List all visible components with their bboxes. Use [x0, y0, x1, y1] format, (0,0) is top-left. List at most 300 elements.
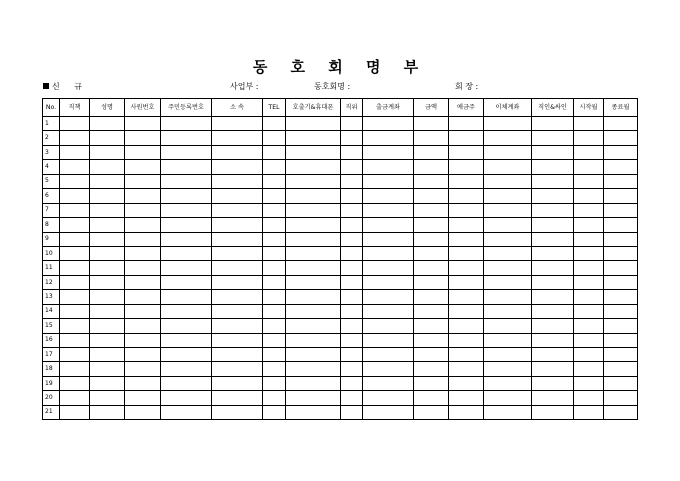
table-cell	[125, 203, 161, 217]
table-cell	[363, 174, 414, 188]
table-cell	[414, 290, 449, 304]
table-row	[43, 348, 638, 362]
table-cell	[341, 275, 363, 289]
table-cell	[484, 145, 532, 159]
table-cell	[341, 232, 363, 246]
table-cell	[60, 348, 90, 362]
table-cell	[449, 333, 484, 347]
table-cell	[90, 333, 125, 347]
table-cell	[449, 405, 484, 419]
table-cell	[574, 232, 604, 246]
table-cell	[90, 189, 125, 203]
table-cell	[60, 391, 90, 405]
table-cell	[604, 131, 638, 145]
table-cell	[574, 246, 604, 260]
table-cell	[574, 348, 604, 362]
table-cell	[125, 174, 161, 188]
table-cell	[60, 218, 90, 232]
table-cell	[341, 218, 363, 232]
table-cell	[161, 391, 212, 405]
table-cell	[532, 362, 574, 376]
table-cell	[414, 275, 449, 289]
table-cell	[212, 261, 263, 275]
table-cell	[363, 261, 414, 275]
table-cell	[341, 203, 363, 217]
table-cell	[604, 232, 638, 246]
table-cell	[484, 189, 532, 203]
table-cell	[484, 232, 532, 246]
table-cell	[574, 131, 604, 145]
row-number: 3	[43, 145, 60, 159]
column-header: 사원번호	[125, 99, 161, 117]
table-cell	[161, 232, 212, 246]
table-cell	[414, 189, 449, 203]
table-cell	[574, 304, 604, 318]
table-cell	[341, 174, 363, 188]
table-cell	[363, 362, 414, 376]
table-cell	[341, 391, 363, 405]
column-header: 종료월	[604, 99, 638, 117]
table-cell	[60, 376, 90, 390]
table-cell	[90, 117, 125, 131]
column-header: 이체계좌	[484, 99, 532, 117]
row-number: 15	[43, 319, 60, 333]
table-cell	[604, 290, 638, 304]
table-cell	[212, 348, 263, 362]
table-cell	[449, 290, 484, 304]
table-cell	[161, 319, 212, 333]
table-cell	[125, 319, 161, 333]
table-cell	[212, 319, 263, 333]
table-cell	[574, 376, 604, 390]
table-cell	[449, 275, 484, 289]
table-cell	[532, 117, 574, 131]
table-cell	[212, 362, 263, 376]
square-bullet-icon	[43, 83, 49, 89]
table-cell	[532, 348, 574, 362]
table-cell	[604, 160, 638, 174]
table-cell	[212, 304, 263, 318]
table-cell	[414, 319, 449, 333]
table-body	[43, 117, 638, 420]
table-cell	[60, 290, 90, 304]
table-cell	[263, 304, 286, 318]
column-header: 시작월	[574, 99, 604, 117]
table-cell	[449, 117, 484, 131]
table-cell	[161, 304, 212, 318]
table-cell	[574, 319, 604, 333]
column-header: 금액	[414, 99, 449, 117]
table-cell	[161, 174, 212, 188]
table-cell	[532, 160, 574, 174]
table-cell	[161, 362, 212, 376]
table-cell	[341, 261, 363, 275]
table-cell	[484, 218, 532, 232]
table-cell	[161, 275, 212, 289]
table-cell	[263, 391, 286, 405]
table-cell	[60, 160, 90, 174]
table-cell	[286, 218, 341, 232]
table-cell	[449, 189, 484, 203]
table-cell	[363, 131, 414, 145]
table-cell	[363, 145, 414, 159]
row-number: 14	[43, 304, 60, 318]
table-row	[43, 203, 638, 217]
table-cell	[90, 275, 125, 289]
table-cell	[161, 160, 212, 174]
table-cell	[286, 290, 341, 304]
table-cell	[341, 304, 363, 318]
table-cell	[125, 261, 161, 275]
table-cell	[484, 290, 532, 304]
table-row	[43, 333, 638, 347]
table-cell	[263, 160, 286, 174]
table-row	[43, 218, 638, 232]
member-table	[42, 98, 638, 420]
table-cell	[532, 246, 574, 260]
table-cell	[90, 290, 125, 304]
table-cell	[532, 290, 574, 304]
table-cell	[532, 218, 574, 232]
table-cell	[212, 117, 263, 131]
table-cell	[60, 275, 90, 289]
table-cell	[484, 333, 532, 347]
table-cell	[125, 405, 161, 419]
table-row	[43, 189, 638, 203]
table-row	[43, 319, 638, 333]
table-cell	[414, 160, 449, 174]
table-cell	[532, 391, 574, 405]
table-cell	[532, 405, 574, 419]
table-cell	[532, 261, 574, 275]
table-cell	[341, 131, 363, 145]
table-cell	[414, 246, 449, 260]
row-number: 19	[43, 376, 60, 390]
table-cell	[125, 362, 161, 376]
table-cell	[60, 319, 90, 333]
table-cell	[341, 405, 363, 419]
row-number: 12	[43, 275, 60, 289]
table-cell	[574, 391, 604, 405]
table-cell	[341, 189, 363, 203]
table-cell	[532, 376, 574, 390]
table-cell	[604, 174, 638, 188]
row-number: 20	[43, 391, 60, 405]
table-cell	[60, 246, 90, 260]
table-cell	[414, 376, 449, 390]
table-cell	[161, 117, 212, 131]
table-cell	[90, 174, 125, 188]
row-number: 6	[43, 189, 60, 203]
table-cell	[286, 160, 341, 174]
table-cell	[286, 145, 341, 159]
table-cell	[286, 304, 341, 318]
row-number: 13	[43, 290, 60, 304]
table-cell	[532, 145, 574, 159]
table-cell	[90, 348, 125, 362]
table-cell	[604, 348, 638, 362]
row-number: 1	[43, 117, 60, 131]
table-cell	[90, 160, 125, 174]
table-cell	[449, 218, 484, 232]
table-cell	[263, 376, 286, 390]
table-cell	[604, 189, 638, 203]
table-cell	[60, 174, 90, 188]
table-cell	[60, 131, 90, 145]
table-row	[43, 275, 638, 289]
table-cell	[532, 189, 574, 203]
president-label: 회 장 :	[455, 82, 479, 91]
table-cell	[286, 319, 341, 333]
table-cell	[90, 304, 125, 318]
table-cell	[574, 362, 604, 376]
table-cell	[90, 362, 125, 376]
column-header: TEL	[263, 99, 286, 117]
table-cell	[484, 203, 532, 217]
table-cell	[90, 405, 125, 419]
table-cell	[363, 391, 414, 405]
table-cell	[212, 275, 263, 289]
table-cell	[60, 117, 90, 131]
table-cell	[574, 333, 604, 347]
table-cell	[90, 218, 125, 232]
table-cell	[60, 333, 90, 347]
table-cell	[263, 261, 286, 275]
table-cell	[60, 304, 90, 318]
table-cell	[263, 203, 286, 217]
table-cell	[125, 275, 161, 289]
table-cell	[574, 203, 604, 217]
table-cell	[286, 246, 341, 260]
table-cell	[604, 117, 638, 131]
table-cell	[363, 333, 414, 347]
table-cell	[604, 319, 638, 333]
table-row	[43, 160, 638, 174]
table-cell	[125, 348, 161, 362]
table-cell	[484, 304, 532, 318]
table-cell	[341, 376, 363, 390]
table-cell	[363, 304, 414, 318]
row-number: 10	[43, 246, 60, 260]
table-cell	[363, 246, 414, 260]
table-cell	[574, 218, 604, 232]
table-cell	[161, 189, 212, 203]
table-cell	[212, 131, 263, 145]
table-cell	[90, 131, 125, 145]
table-cell	[532, 232, 574, 246]
table-cell	[414, 218, 449, 232]
table-cell	[212, 290, 263, 304]
table-cell	[125, 131, 161, 145]
table-cell	[532, 319, 574, 333]
table-cell	[414, 333, 449, 347]
table-cell	[341, 333, 363, 347]
table-cell	[449, 362, 484, 376]
table-cell	[60, 362, 90, 376]
table-cell	[212, 174, 263, 188]
table-cell	[286, 348, 341, 362]
header-row	[43, 99, 638, 117]
table-cell	[212, 246, 263, 260]
table-cell	[574, 405, 604, 419]
table-cell	[263, 362, 286, 376]
table-cell	[263, 333, 286, 347]
table-cell	[212, 160, 263, 174]
table-cell	[414, 261, 449, 275]
table-cell	[60, 405, 90, 419]
table-cell	[161, 218, 212, 232]
table-cell	[90, 145, 125, 159]
table-cell	[212, 376, 263, 390]
table-cell	[60, 203, 90, 217]
table-row	[43, 391, 638, 405]
table-cell	[161, 290, 212, 304]
table-cell	[363, 160, 414, 174]
table-cell	[263, 131, 286, 145]
table-cell	[574, 275, 604, 289]
row-number: 17	[43, 348, 60, 362]
table-cell	[363, 319, 414, 333]
table-cell	[574, 261, 604, 275]
table-cell	[286, 189, 341, 203]
table-cell	[125, 117, 161, 131]
table-cell	[414, 203, 449, 217]
table-cell	[90, 261, 125, 275]
row-number: 11	[43, 261, 60, 275]
column-header: 출금계좌	[363, 99, 414, 117]
table-cell	[363, 203, 414, 217]
table-cell	[286, 203, 341, 217]
table-cell	[363, 189, 414, 203]
table-cell	[574, 145, 604, 159]
table-cell	[604, 304, 638, 318]
table-cell	[532, 131, 574, 145]
table-cell	[125, 218, 161, 232]
table-cell	[449, 131, 484, 145]
table-row	[43, 290, 638, 304]
table-cell	[286, 261, 341, 275]
table-cell	[574, 189, 604, 203]
table-cell	[263, 290, 286, 304]
row-number: 2	[43, 131, 60, 145]
table-cell	[161, 376, 212, 390]
table-cell	[449, 160, 484, 174]
table-cell	[363, 232, 414, 246]
table-row	[43, 362, 638, 376]
table-cell	[604, 333, 638, 347]
table-cell	[449, 145, 484, 159]
table-cell	[449, 391, 484, 405]
new-section-label: 신 규	[43, 81, 88, 92]
table-cell	[161, 261, 212, 275]
table-cell	[286, 405, 341, 419]
table-cell	[604, 145, 638, 159]
table-row	[43, 145, 638, 159]
table-cell	[212, 203, 263, 217]
table-cell	[161, 131, 212, 145]
table-cell	[484, 376, 532, 390]
table-row	[43, 131, 638, 145]
row-number: 16	[43, 333, 60, 347]
row-number: 18	[43, 362, 60, 376]
table-cell	[212, 218, 263, 232]
table-cell	[212, 333, 263, 347]
table-row	[43, 174, 638, 188]
table-cell	[449, 319, 484, 333]
table-cell	[484, 405, 532, 419]
table-cell	[363, 117, 414, 131]
table-cell	[604, 391, 638, 405]
table-cell	[484, 117, 532, 131]
table-cell	[161, 145, 212, 159]
page-title: 동 호 회 명 부	[252, 58, 428, 76]
table-cell	[532, 174, 574, 188]
table-cell	[263, 145, 286, 159]
table-cell	[363, 376, 414, 390]
table-cell	[212, 232, 263, 246]
row-number: 5	[43, 174, 60, 188]
table-row	[43, 405, 638, 419]
table-cell	[449, 376, 484, 390]
table-cell	[90, 232, 125, 246]
table-cell	[286, 376, 341, 390]
table-cell	[604, 405, 638, 419]
table-cell	[286, 117, 341, 131]
table-cell	[125, 304, 161, 318]
row-number: 4	[43, 160, 60, 174]
table-cell	[60, 145, 90, 159]
table-cell	[263, 174, 286, 188]
table-cell	[263, 275, 286, 289]
column-header: 직인&싸인	[532, 99, 574, 117]
table-cell	[125, 246, 161, 260]
table-cell	[212, 189, 263, 203]
table-cell	[161, 246, 212, 260]
table-cell	[286, 333, 341, 347]
table-cell	[532, 304, 574, 318]
table-cell	[341, 117, 363, 131]
table-cell	[414, 362, 449, 376]
table-cell	[414, 232, 449, 246]
column-header: 직책	[60, 99, 90, 117]
table-cell	[414, 304, 449, 318]
club-name-label: 동호회명 :	[314, 82, 351, 91]
table-cell	[263, 405, 286, 419]
table-cell	[604, 246, 638, 260]
table-cell	[574, 160, 604, 174]
table-cell	[60, 189, 90, 203]
table-cell	[161, 348, 212, 362]
table-cell	[125, 189, 161, 203]
table-cell	[60, 261, 90, 275]
table-cell	[90, 319, 125, 333]
table-cell	[484, 319, 532, 333]
table-cell	[604, 275, 638, 289]
table-cell	[263, 348, 286, 362]
table-cell	[414, 174, 449, 188]
table-cell	[532, 333, 574, 347]
table-cell	[263, 218, 286, 232]
table-cell	[263, 117, 286, 131]
table-cell	[90, 391, 125, 405]
table-cell	[574, 174, 604, 188]
table-cell	[449, 174, 484, 188]
table-cell	[449, 304, 484, 318]
column-header: 예금주	[449, 99, 484, 117]
table-cell	[90, 246, 125, 260]
table-row	[43, 304, 638, 318]
table-cell	[161, 203, 212, 217]
